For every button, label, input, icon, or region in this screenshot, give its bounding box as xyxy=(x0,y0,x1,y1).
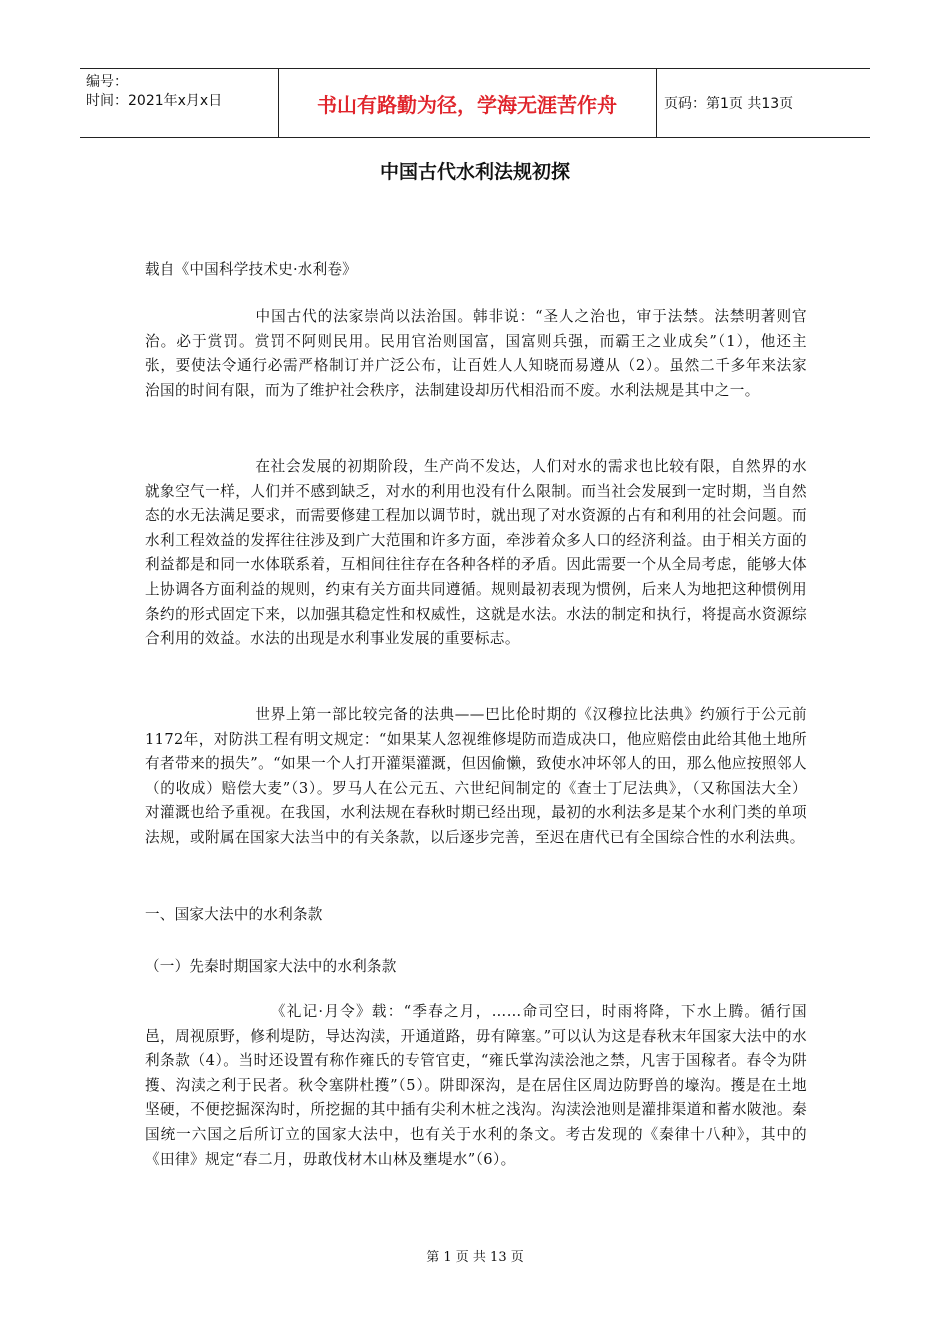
header-divider xyxy=(656,69,657,137)
source-line: 载自《中国科学技术史·水利卷》 xyxy=(145,261,357,278)
header-motto: 书山有路勤为径，学海无涯苦作舟 xyxy=(317,92,617,117)
paragraph-text: 世界上第一部比较完备的法典——巴比伦时期的《汉穆拉比法典》约颁行于公元前1172年，对防洪工程有明文规定：“如果某人忽视维修堤防而造成决口，他应赔偿由此给其他土地所有者带来的损失”。“如果一个人打开灌渠灌溉，但因偷懒，致使水冲坏邻人的田，那么他应按照邻人（的收成）赔偿大麦”（3）。罗马人在公元五、六世纪间制定的《查士丁尼法典》，（又称国法大全）对灌溉也给予重视。在我国，水利法规在春秋时期已经出现，最初的水利法多是某个水利门类的单项法规，或附属在国家大法当中的有关条款，以后逐步完善，至迟在唐代已有全国综合性的水利法典。 xyxy=(145,706,807,846)
paragraph-1 xyxy=(145,305,807,403)
paragraph-text: 《礼记·月令》载：“季春之月，……命司空曰，时雨将降，下水上腾。循行国邑，周视原野，修利堤防，导达沟渎，开通道路，毋有障塞。”可以认为这是春秋末年国家大法中的水利条款（4）。当时还设置有称作雍氏的专管官吏，“雍氏掌沟渎浍池之禁，凡害于国稼者。春令为阱擭、沟渎之利于民者。秋令塞阱杜擭”（5）。阱即深沟，是在居住区周边防野兽的壕沟。擭是在土地坚硬，不便挖掘深沟时，所挖掘的其中插有尖利木桩之浅沟。沟渎浍池则是灌排渠道和蓄水陂池。秦国统一六国之后所订立的国家大法中，也有关于水利的条文。考古发现的《秦律十八种》，其中的《田律》规定“春二月，毋敢伐材木山林及壅堤水”（6）。 xyxy=(145,1003,807,1168)
document-header xyxy=(80,68,870,138)
paragraph-4 xyxy=(145,1000,807,1172)
paragraph-2 xyxy=(145,455,807,652)
paragraph-3 xyxy=(145,703,807,851)
paragraph-text: 在社会发展的初期阶段，生产尚不发达，人们对水的需求也比较有限，自然界的水就象空气一样，人们并不感到缺乏，对水的利用也没有什么限制。而当社会发展到一定时期，当自然态的水无法满足要求，而需要修建工程加以调节时，就出现了对水资源的占有和利用的社会问题。而水利工程效益的发挥往往涉及到广大范围和许多方面，牵涉着众多人口的经济利益。由于相关方面的利益都是和同一水体联系着，互相间往往存在各种各样的矛盾。因此需要一个从全局考虑，能够大体上协调各方面利益的规则，约束有关方面共同遵循。规则最初表现为惯例，后来人为地把这种惯例用条约的形式固定下来，以加强其稳定性和权威性，这就是水法。水法的制定和执行，将提高水资源综合利用的效益。水法的出现是水利事业发展的重要标志。 xyxy=(145,458,807,648)
header-page-info: 页码：第1页 共13页 xyxy=(664,96,794,112)
document-number-label: 编号： xyxy=(86,74,128,90)
subsection-heading: （一）先秦时期国家大法中的水利条款 xyxy=(145,958,397,975)
section-heading: 一、国家大法中的水利条款 xyxy=(145,906,323,923)
header-meta xyxy=(86,73,276,111)
document-title: 中国古代水利法规初探 xyxy=(379,161,570,183)
paragraph-text: 中国古代的法家崇尚以法治国。韩非说：“圣人之治也，审于法禁。法禁明著则官治。必于赏罚。赏罚不阿则民用。民用官治则国富，国富则兵强，而霸王之业成矣”（1），他还主张，要使法令通行必需严格制订并广泛公布，让百姓人人知晓而易遵从（2）。虽然二千多年来法家治国的时间有限，而为了维护社会秩序，法制建设却历代相沿而不废。水利法规是其中之一。 xyxy=(145,308,807,399)
document-time-label: 时间：2021年x月x日 xyxy=(86,93,223,109)
page-footer: 第 1 页 共 13 页 xyxy=(426,1250,524,1265)
